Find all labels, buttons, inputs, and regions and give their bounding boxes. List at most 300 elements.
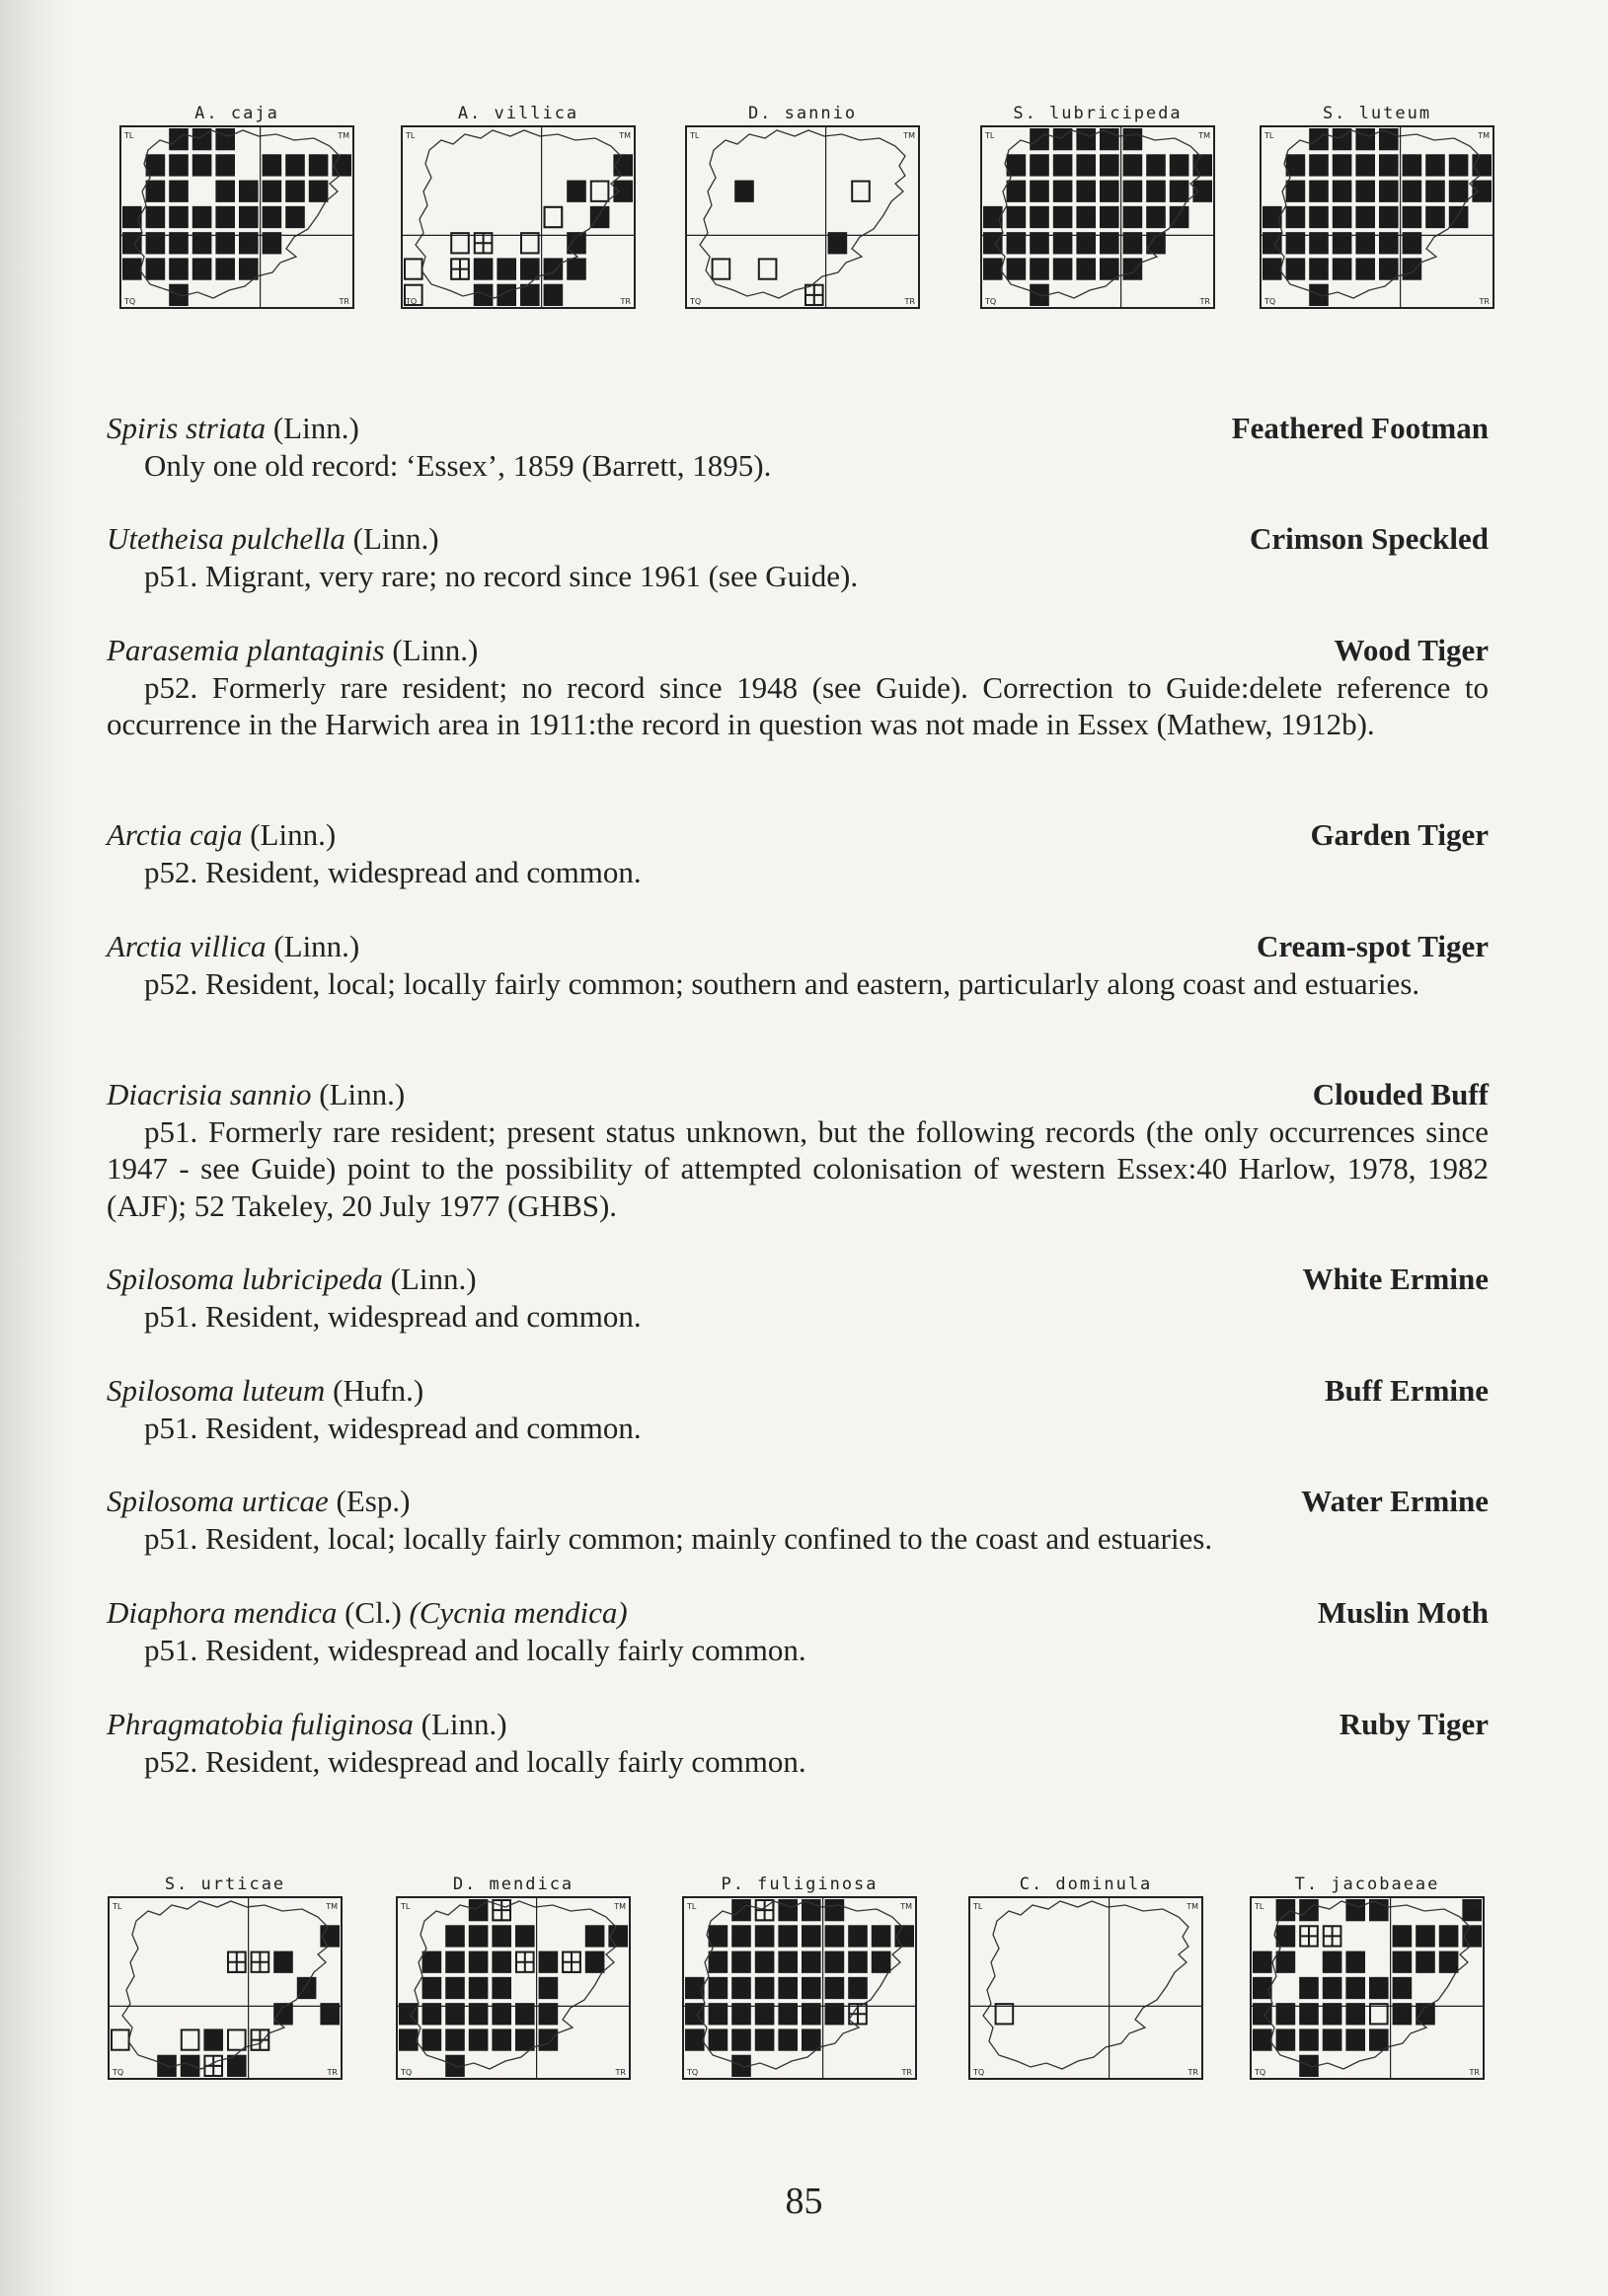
filled-square [1192, 181, 1212, 202]
grid-corner-label: TQ [687, 2068, 699, 2077]
filled-square [1393, 1952, 1413, 1973]
filled-square [1345, 1952, 1365, 1973]
filled-square [1345, 1977, 1365, 1999]
filled-square [497, 258, 516, 279]
filled-square [1333, 181, 1352, 202]
filled-square [469, 1977, 489, 1999]
filled-square [731, 1952, 751, 1973]
filled-square [539, 2028, 559, 2050]
filled-square [1170, 181, 1189, 202]
county-outline [700, 130, 905, 298]
filled-square [1355, 128, 1375, 150]
grid-corner-label: TQ [401, 2068, 413, 2077]
top-distribution-maps [0, 103, 1608, 330]
entry-heading [107, 1372, 1489, 1410]
filled-square [192, 206, 212, 228]
top-map-1 [400, 103, 637, 310]
filled-square [1123, 258, 1143, 279]
species-entry [107, 1076, 1489, 1224]
grid-corner-label: TL [124, 131, 134, 140]
author-citation: (Esp.) [336, 1484, 411, 1518]
filled-square [1007, 181, 1027, 202]
filled-square [1100, 181, 1119, 202]
page-number: 85 [785, 2181, 823, 2222]
open-square [996, 2004, 1014, 2024]
filled-square [778, 1952, 798, 1973]
filled-square [1286, 181, 1306, 202]
filled-square [1345, 2028, 1365, 2050]
entry-heading [107, 1076, 1489, 1113]
top-map-0 [118, 103, 355, 310]
grid-corner-label: TL [690, 131, 700, 140]
distribution-map [1259, 124, 1495, 310]
distribution-map [395, 1895, 632, 2081]
grid-corner-label: TQ [124, 297, 136, 306]
filled-square [709, 1952, 728, 1973]
grid-corner-label: TQ [1264, 297, 1276, 306]
filled-square [1263, 258, 1282, 279]
filled-square [1403, 154, 1422, 176]
filled-square [422, 2028, 442, 2050]
species-entry [107, 1372, 1489, 1446]
filled-square [445, 1952, 465, 1973]
grid-corner-label: TQ [985, 297, 997, 306]
bottom-map-0 [107, 1874, 344, 2081]
filled-square [1355, 258, 1375, 279]
filled-square [567, 181, 586, 202]
map-title: A. villica [457, 104, 579, 123]
filled-square [1462, 1925, 1482, 1947]
entry-text: p51. Resident, widespread and common. [144, 1298, 642, 1334]
grid-corner-label: TM [326, 1902, 338, 1911]
author-citation: (Linn.) [352, 521, 439, 556]
filled-square [1100, 206, 1119, 228]
filled-square [1276, 2028, 1296, 2050]
scientific-name: Parasemia plantaginis [107, 633, 385, 667]
filled-square [399, 2028, 419, 2050]
filled-square [734, 181, 754, 202]
filled-square [872, 1952, 891, 1973]
filled-square [709, 2028, 728, 2050]
filled-square [469, 1952, 489, 1973]
filled-square [146, 181, 166, 202]
hatched-square [805, 285, 823, 305]
map-title: S. urticae [164, 1875, 286, 1894]
grid-corner-label: TR [901, 2068, 912, 2077]
grid-corner-label: TL [113, 1902, 122, 1911]
filled-square [778, 1925, 798, 1947]
filled-square [1369, 1899, 1389, 1921]
map-title: S. luteum [1322, 104, 1432, 123]
filled-square [1355, 206, 1375, 228]
top-map-2 [684, 103, 921, 310]
entry-heading [107, 1483, 1489, 1520]
map-title: P. fuliginosa [721, 1875, 879, 1894]
filled-square [983, 258, 1003, 279]
filled-square [1309, 258, 1329, 279]
filled-square [802, 1952, 821, 1973]
filled-square [1425, 154, 1445, 176]
filled-square [215, 128, 235, 150]
filled-square [1439, 1952, 1459, 1973]
filled-square [848, 1977, 868, 1999]
filled-square [474, 258, 494, 279]
filled-square [778, 1977, 798, 1999]
filled-square [1472, 181, 1492, 202]
filled-square [1309, 128, 1329, 150]
filled-square [1253, 1952, 1272, 1973]
filled-square [1323, 1952, 1342, 1973]
filled-square [1416, 1925, 1435, 1947]
grid-corner-label: TR [1479, 297, 1490, 306]
county-outline [416, 130, 621, 298]
distribution-map [967, 1895, 1204, 2081]
author-citation: (Linn.) [272, 411, 359, 445]
filled-square [492, 2028, 511, 2050]
filled-square [685, 2028, 705, 2050]
filled-square [1309, 206, 1329, 228]
filled-square [1030, 154, 1049, 176]
grid-corner-label: TM [1478, 131, 1490, 140]
common-name: White Ermine [1302, 1262, 1489, 1296]
filled-square [1076, 258, 1096, 279]
filled-square [1299, 1977, 1319, 1999]
entry-heading [107, 928, 1489, 965]
filled-square [492, 1977, 511, 1999]
filled-square [1276, 1952, 1296, 1973]
filled-square [608, 1925, 628, 1947]
scientific-name: Utetheisa pulchella [107, 521, 345, 556]
scientific-name: Spilosoma lubricipeda [107, 1262, 383, 1296]
filled-square [1123, 154, 1143, 176]
filled-square [1393, 1925, 1413, 1947]
filled-square [1323, 1977, 1342, 1999]
open-square [713, 259, 730, 278]
distribution-map [979, 124, 1216, 310]
entry-heading [107, 816, 1489, 854]
filled-square [539, 1977, 559, 1999]
filled-square [1030, 181, 1049, 202]
map-frame [686, 126, 919, 308]
filled-square [273, 1952, 293, 1973]
species-entry [107, 520, 1489, 594]
filled-square [755, 2028, 775, 2050]
entry-text: p51. Resident, local; locally fairly common; mainly confined to the coast and estuaries. [144, 1520, 1213, 1556]
filled-square [239, 181, 259, 202]
open-square [521, 233, 539, 253]
grid-corner-label: TR [904, 297, 915, 306]
entry-heading [107, 1261, 1489, 1298]
bottom-map-1 [395, 1874, 632, 2081]
filled-square [169, 128, 189, 150]
filled-square [1100, 128, 1119, 150]
entry-text: p52. Formerly rare resident; no record since 1948 (see Guide). Correction to Guide:delete reference to occurrence in the Harwich area in 1911:the record in question was not made in Essex (Mathew, 1912b). [107, 669, 1489, 741]
hatched-square [252, 2029, 269, 2049]
filled-square [1403, 181, 1422, 202]
filled-square [1170, 154, 1189, 176]
filled-square [1076, 128, 1096, 150]
filled-square [539, 1952, 559, 1973]
open-square [451, 233, 469, 253]
filled-square [1379, 181, 1399, 202]
county-outline [122, 1901, 328, 2069]
filled-square [1007, 206, 1027, 228]
filled-square [309, 154, 329, 176]
grid-corner-label: TM [900, 1902, 912, 1911]
filled-square [802, 1925, 821, 1947]
filled-square [1449, 181, 1469, 202]
filled-square [169, 181, 189, 202]
distribution-map [118, 124, 355, 310]
filled-square [169, 206, 189, 228]
species-entry [107, 1261, 1489, 1335]
grid-corner-label: TL [1255, 1902, 1264, 1911]
hatched-square [516, 1952, 534, 1972]
top-map-3 [979, 103, 1216, 310]
filled-square [1192, 154, 1212, 176]
filled-square [474, 284, 494, 306]
filled-square [1403, 206, 1422, 228]
open-square [112, 2029, 129, 2049]
filled-square [1030, 258, 1049, 279]
common-name: Crimson Speckled [1250, 521, 1489, 556]
bottom-map-2 [681, 1874, 918, 2081]
common-name: Muslin Moth [1317, 1595, 1489, 1630]
species-entry [107, 410, 1489, 484]
filled-square [1425, 181, 1445, 202]
filled-square [492, 1952, 511, 1973]
grid-corner-label: TR [1469, 2068, 1480, 2077]
filled-square [778, 2028, 798, 2050]
filled-square [215, 206, 235, 228]
entry-heading [107, 520, 1489, 558]
filled-square [848, 1925, 868, 1947]
author-citation: (Linn.) [392, 633, 479, 667]
species-entry [107, 928, 1489, 1002]
author-citation: (Cl.) [345, 1595, 402, 1630]
filled-square [1146, 181, 1166, 202]
filled-square [422, 1977, 442, 1999]
scientific-name: Spiris striata [107, 411, 267, 445]
filled-square [445, 2028, 465, 2050]
filled-square [1309, 181, 1329, 202]
filled-square [585, 1952, 605, 1973]
filled-square [731, 1977, 751, 1999]
open-square [182, 2029, 199, 2049]
map-frame [969, 1897, 1202, 2079]
filled-square [1472, 154, 1492, 176]
distribution-map [400, 124, 637, 310]
species-entry [107, 632, 1489, 743]
filled-square [755, 1952, 775, 1973]
entry-text: p52. Resident, local; locally fairly common; southern and eastern, particularly along coast and estuaries. [144, 965, 1420, 1001]
filled-square [544, 258, 564, 279]
filled-square [1030, 128, 1049, 150]
filled-square [755, 1977, 775, 1999]
county-outline [411, 1901, 616, 2069]
grid-corner-label: TL [973, 1902, 983, 1911]
scientific-name: Arctia villica [107, 929, 267, 963]
filled-square [731, 1899, 751, 1921]
filled-square [285, 206, 305, 228]
entry-heading [107, 1594, 1489, 1632]
hatched-square [1324, 1926, 1341, 1946]
county-outline [983, 1901, 1188, 2069]
common-name: Ruby Tiger [1339, 1707, 1489, 1741]
filled-square [1076, 206, 1096, 228]
county-outline [697, 1901, 902, 2069]
common-name: Clouded Buff [1312, 1077, 1489, 1111]
open-square [591, 182, 609, 201]
distribution-map [681, 1895, 918, 2081]
hatched-square [1300, 1926, 1318, 1946]
open-square [759, 259, 777, 278]
entry-text: p51. Formerly rare resident; present status unknown, but the following records (the only occurrences since 1947 - see Guide) point to the possibility of attempted colonisation of western Essex:40 Harlow, 1978, 1982 (AJF); 52 Takeley, 20 July 1977 (GHBS). [107, 1113, 1489, 1223]
filled-square [1076, 154, 1096, 176]
grid-corner-label: TM [1468, 1902, 1480, 1911]
filled-square [802, 1977, 821, 1999]
filled-square [825, 1952, 845, 1973]
filled-square [1345, 1899, 1365, 1921]
hatched-square [228, 1952, 246, 1972]
filled-square [239, 206, 259, 228]
grid-corner-label: TL [401, 1902, 411, 1911]
hatched-square [563, 1952, 580, 1972]
grid-corner-label: TL [406, 131, 416, 140]
distribution-map [684, 124, 921, 310]
grid-corner-label: TR [1187, 2068, 1198, 2077]
filled-square [263, 154, 282, 176]
filled-square [422, 1952, 442, 1973]
filled-square [320, 1925, 340, 1947]
filled-square [1333, 206, 1352, 228]
entry-text: Only one old record: ‘Essex’, 1859 (Barrett, 1895). [144, 447, 772, 483]
common-name: Wood Tiger [1334, 633, 1489, 667]
grid-corner-label: TQ [973, 2068, 985, 2077]
author-citation: (Linn.) [421, 1707, 507, 1741]
filled-square [1053, 154, 1073, 176]
hatched-square [451, 259, 469, 278]
filled-square [146, 206, 166, 228]
filled-square [1379, 128, 1399, 150]
filled-square [203, 2028, 223, 2050]
grid-corner-label: TM [903, 131, 915, 140]
filled-square [1146, 154, 1166, 176]
map-title: T. jacobaeae [1294, 1875, 1440, 1894]
map-title: C. dominula [1019, 1875, 1153, 1894]
filled-square [309, 181, 329, 202]
filled-square [1276, 1899, 1296, 1921]
filled-square [285, 154, 305, 176]
grid-corner-label: TQ [113, 2068, 124, 2077]
filled-square [1076, 181, 1096, 202]
filled-square [825, 1899, 845, 1921]
filled-square [825, 1977, 845, 1999]
filled-square [169, 154, 189, 176]
filled-square [825, 1925, 845, 1947]
filled-square [585, 1925, 605, 1947]
species-entry [107, 1483, 1489, 1557]
map-title: D. sannio [747, 104, 858, 123]
bottom-map-3 [967, 1874, 1204, 2081]
filled-square [731, 2028, 751, 2050]
entry-text: p51. Migrant, very rare; no record since 1961 (see Guide). [144, 558, 859, 593]
grid-corner-label: TM [614, 1902, 626, 1911]
filled-square [1333, 258, 1352, 279]
common-name: Feathered Footman [1231, 411, 1489, 445]
open-square [852, 182, 870, 201]
filled-square [778, 1899, 798, 1921]
filled-square [1286, 206, 1306, 228]
filled-square [1286, 258, 1306, 279]
synonym-name: (Cycnia mendica) [409, 1595, 628, 1630]
grid-corner-label: TR [1199, 297, 1210, 306]
filled-square [872, 1925, 891, 1947]
filled-square [613, 181, 633, 202]
filled-square [1299, 1899, 1319, 1921]
map-title: S. lubricipeda [1013, 104, 1183, 123]
hatched-square [252, 1952, 269, 1972]
author-citation: (Linn.) [273, 929, 360, 963]
filled-square [1053, 206, 1073, 228]
entry-text: p51. Resident, widespread and locally fairly common. [144, 1632, 806, 1667]
grid-corner-label: TM [1187, 1902, 1198, 1911]
filled-square [1123, 206, 1143, 228]
grid-corner-label: TQ [1255, 2068, 1266, 2077]
filled-square [285, 181, 305, 202]
filled-square [1355, 154, 1375, 176]
filled-square [332, 154, 351, 176]
species-entry [107, 1594, 1489, 1668]
filled-square [192, 154, 212, 176]
filled-square [146, 258, 166, 279]
grid-corner-label: TL [687, 1902, 697, 1911]
scientific-name: Spilosoma luteum [107, 1373, 326, 1408]
entry-heading [107, 1706, 1489, 1743]
filled-square [169, 258, 189, 279]
scientific-name: Arctia caja [107, 817, 243, 852]
filled-square [1100, 154, 1119, 176]
hatched-square [475, 233, 493, 253]
filled-square [263, 206, 282, 228]
filled-square [1123, 181, 1143, 202]
filled-square [1416, 1952, 1435, 1973]
filled-square [1393, 1977, 1413, 1999]
grid-corner-label: TR [620, 297, 631, 306]
filled-square [1379, 154, 1399, 176]
filled-square [1379, 206, 1399, 228]
scientific-name: Diacrisia sannio [107, 1077, 312, 1111]
filled-square [1253, 2028, 1272, 2050]
entry-text: p51. Resident, widespread and common. [144, 1410, 642, 1445]
grid-corner-label: TL [985, 131, 995, 140]
distribution-map [107, 1895, 344, 2081]
species-entry [107, 816, 1489, 890]
filled-square [1369, 1977, 1389, 1999]
entry-heading [107, 410, 1489, 447]
common-name: Cream-spot Tiger [1256, 929, 1489, 963]
filled-square [445, 1925, 465, 1947]
filled-square [192, 258, 212, 279]
filled-square [567, 258, 586, 279]
filled-square [1333, 154, 1352, 176]
filled-square [544, 284, 564, 306]
open-square [545, 207, 563, 227]
common-name: Water Ermine [1301, 1484, 1489, 1518]
filled-square [1123, 128, 1143, 150]
filled-square [469, 2028, 489, 2050]
grid-corner-label: TQ [690, 297, 702, 306]
